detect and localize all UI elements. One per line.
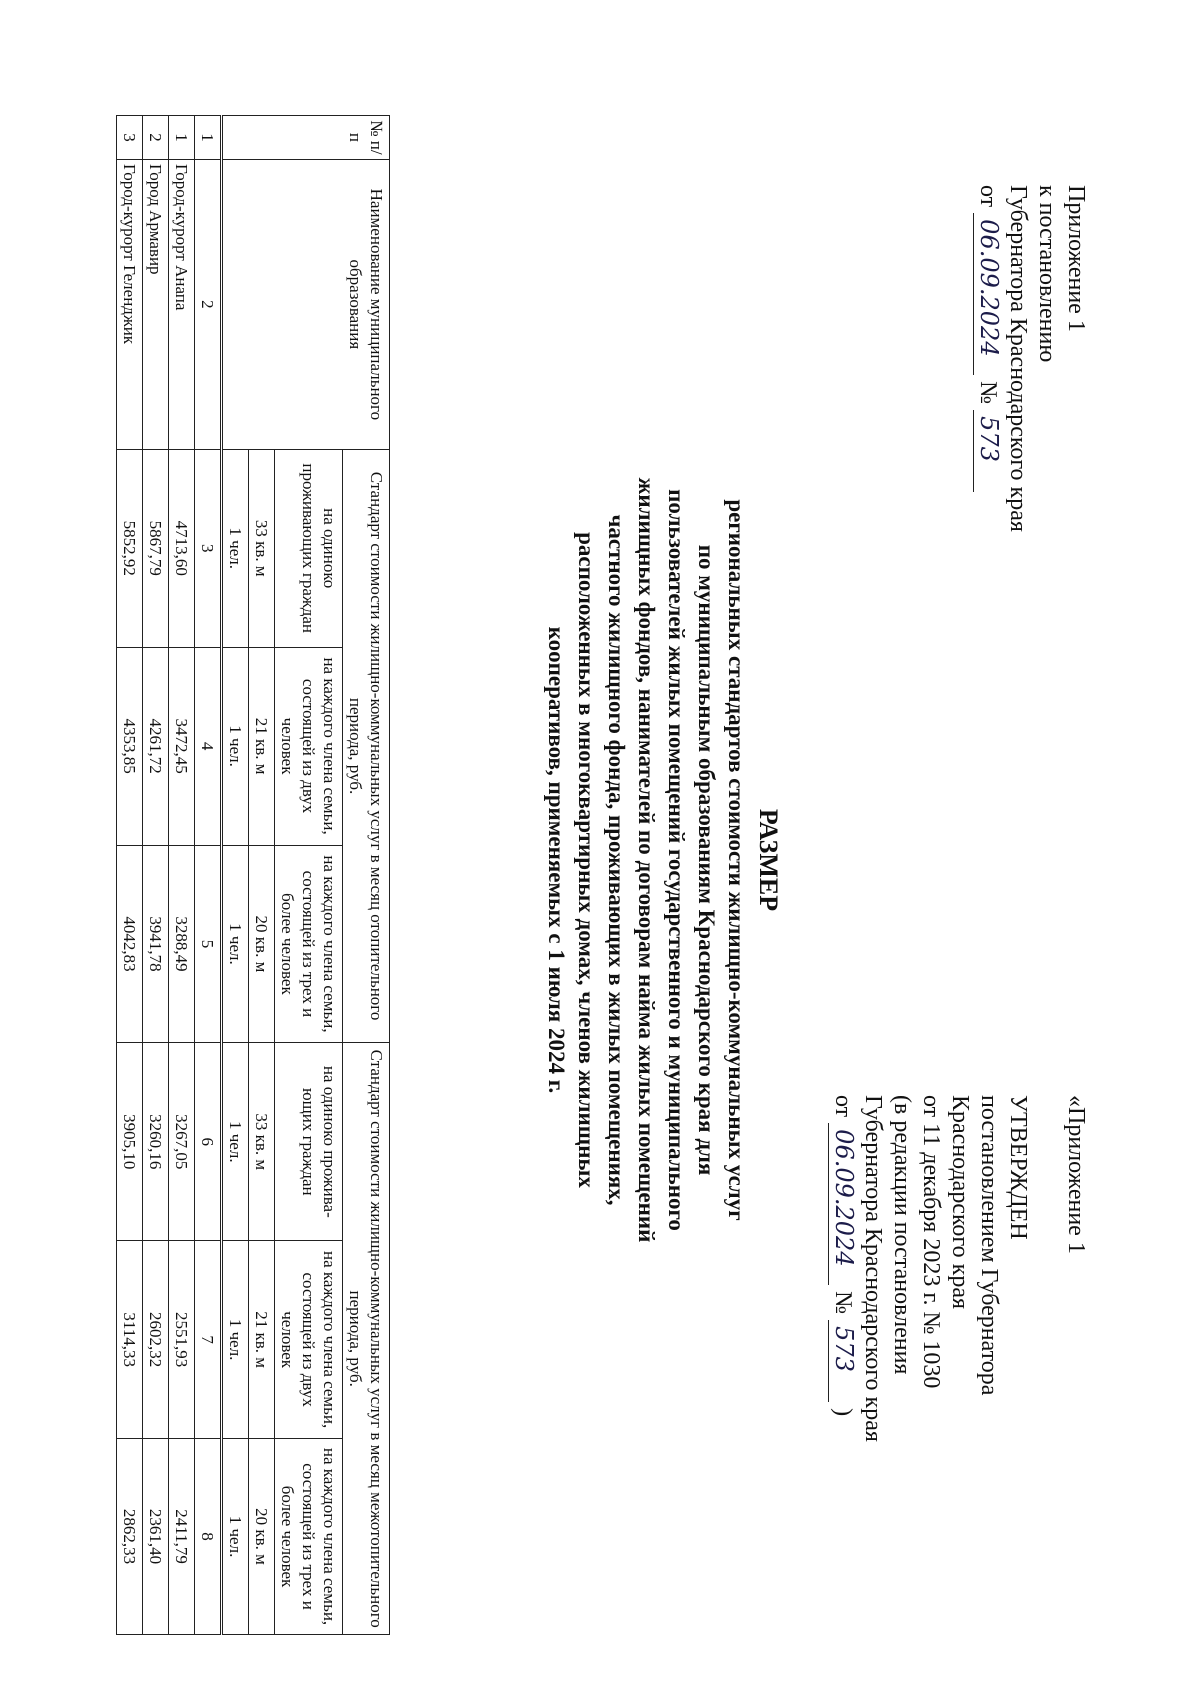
attachment-right-line: Краснодарского края — [947, 1095, 973, 1310]
standards-table — [116, 115, 390, 1635]
row-name: Город-курорт Геленджик — [117, 159, 143, 449]
attachment-right-line: постановлением Губернатора — [976, 1095, 1002, 1396]
area-cell: 33 кв. м — [249, 1043, 275, 1241]
row-value: 3288,49 — [169, 845, 195, 1043]
area-cell: 21 кв. м — [249, 647, 275, 845]
subheader-cell: на каждого члена семьи, состоящей из двух человек — [275, 1241, 343, 1439]
colnum-cell: 1 — [195, 116, 222, 160]
persons-cell: 1 чел. — [222, 1043, 249, 1241]
colnum-cell: 4 — [195, 647, 222, 845]
row-no: 3 — [117, 116, 143, 160]
handwritten-number: 573 — [828, 1320, 858, 1402]
colnum-cell: 3 — [195, 449, 222, 647]
attachment-left-line: к постановлению — [1034, 185, 1060, 363]
title-line: расположенных в многоквартирных домах, членов жилищных — [574, 532, 599, 1188]
attachment-right-line: УТВЕРЖДЕН — [1005, 1095, 1031, 1240]
persons-cell: 1 чел. — [222, 449, 249, 647]
row-value: 3941,78 — [143, 845, 169, 1043]
attachment-left-line: Приложение 1 — [1063, 185, 1089, 332]
persons-cell: 1 чел. — [222, 1439, 249, 1635]
title-line: по муниципальным образованиям Краснодарского края для — [694, 544, 719, 1176]
title-heading: РАЗМЕР — [754, 808, 783, 912]
table-row — [169, 116, 195, 1635]
row-value: 3905,10 — [117, 1043, 143, 1241]
row-value: 2551,93 — [169, 1241, 195, 1439]
row-no: 1 — [169, 116, 195, 160]
colnum-cell: 6 — [195, 1043, 222, 1241]
document-title — [541, 290, 783, 1430]
handwritten-number: 573 — [973, 410, 1003, 492]
row-value: 4353,85 — [117, 647, 143, 845]
row-value: 4713,60 — [169, 449, 195, 647]
row-name: Город-курорт Анапа — [169, 159, 195, 449]
number-prefix: № — [830, 1291, 856, 1315]
attachment-right-line: от 11 декабря 2023 г. № 1030 — [918, 1095, 944, 1389]
attachment-right-date-line — [828, 1095, 858, 1442]
row-name: Город Армавир — [143, 159, 169, 449]
number-prefix: № — [975, 381, 1001, 405]
header-no: № п/п — [222, 116, 390, 160]
title-line: пользователей жилых помещений государственного и муниципального — [664, 489, 689, 1231]
row-value: 2862,33 — [117, 1439, 143, 1635]
table-row — [143, 116, 169, 1635]
row-value: 3472,45 — [169, 647, 195, 845]
subheader-cell: на одиноко проживающих граждан — [275, 449, 343, 647]
attachment-left — [973, 185, 1090, 532]
row-value: 5852,92 — [117, 449, 143, 647]
date-prefix: от — [975, 185, 1001, 208]
table-header-row — [343, 116, 390, 1635]
row-value: 3114,33 — [117, 1241, 143, 1439]
colnum-cell: 8 — [195, 1439, 222, 1635]
row-value: 2602,32 — [143, 1241, 169, 1439]
attachment-right-line: «Приложение 1 — [1063, 1095, 1089, 1254]
attachment-left-date-line — [973, 185, 1003, 532]
persons-cell: 1 чел. — [222, 647, 249, 845]
subheader-cell: на одиноко прожива-ющих граждан — [275, 1043, 343, 1241]
colnum-cell: 7 — [195, 1241, 222, 1439]
title-line: частного жилищного фонда, проживающих в жилых помещениях, — [604, 514, 629, 1206]
row-value: 4042,83 — [117, 845, 143, 1043]
attachment-left-line: Губернатора Краснодарского края — [1005, 185, 1031, 532]
row-value: 4261,72 — [143, 647, 169, 845]
attachment-right-spacer — [1032, 1095, 1061, 1442]
document-page — [15, 40, 1175, 1660]
row-value: 5867,79 — [143, 449, 169, 647]
table-colnum-row — [195, 116, 222, 1635]
header-name: Наименование муниципального образования — [222, 159, 390, 449]
area-cell: 20 кв. м — [249, 1439, 275, 1635]
title-line: региональных стандартов стоимости жилищно-коммунальных услуг — [724, 499, 749, 1221]
date-prefix: от — [830, 1095, 856, 1118]
row-value: 3260,16 — [143, 1043, 169, 1241]
handwritten-date: 06.09.2024 — [828, 1123, 858, 1285]
row-value: 3267,05 — [169, 1043, 195, 1241]
persons-cell: 1 чел. — [222, 1241, 249, 1439]
area-cell: 20 кв. м — [249, 845, 275, 1043]
colnum-cell: 2 — [195, 159, 222, 449]
area-cell: 21 кв. м — [249, 1241, 275, 1439]
subheader-cell: на каждого члена семьи, состоящей из трех и более человек — [275, 845, 343, 1043]
subheader-cell: на каждого члена семьи, состоящей из двух человек — [275, 647, 343, 845]
row-no: 2 — [143, 116, 169, 160]
row-value: 2361,40 — [143, 1439, 169, 1635]
title-line: кооперативов, применяемых с 1 июля 2024 г. — [544, 626, 569, 1094]
header-group-heating: Стандарт стоимости жилищно-коммунальных услуг в месяц отопительного периода, руб. — [343, 449, 390, 1043]
persons-cell: 1 чел. — [222, 845, 249, 1043]
table-row — [117, 116, 143, 1635]
attachment-right-line: (в редакции постановления — [889, 1095, 915, 1375]
colnum-cell: 5 — [195, 845, 222, 1043]
attachment-right — [828, 1095, 1090, 1442]
row-value: 2411,79 — [169, 1439, 195, 1635]
header-group-nonheating: Стандарт стоимости жилищно-коммунальных услуг в месяц межотопительного периода, руб. — [343, 1043, 390, 1635]
subheader-cell: на каждого члена семьи, состоящей из трех и более человек — [275, 1439, 343, 1635]
title-line: жилищных фондов, нанимателей по договорам найма жилых помещений — [634, 477, 659, 1243]
area-cell: 33 кв. м — [249, 449, 275, 647]
attachment-right-line: Губернатора Краснодарского края — [860, 1095, 886, 1442]
handwritten-date: 06.09.2024 — [973, 213, 1003, 375]
closing-paren: ) — [830, 1408, 856, 1417]
